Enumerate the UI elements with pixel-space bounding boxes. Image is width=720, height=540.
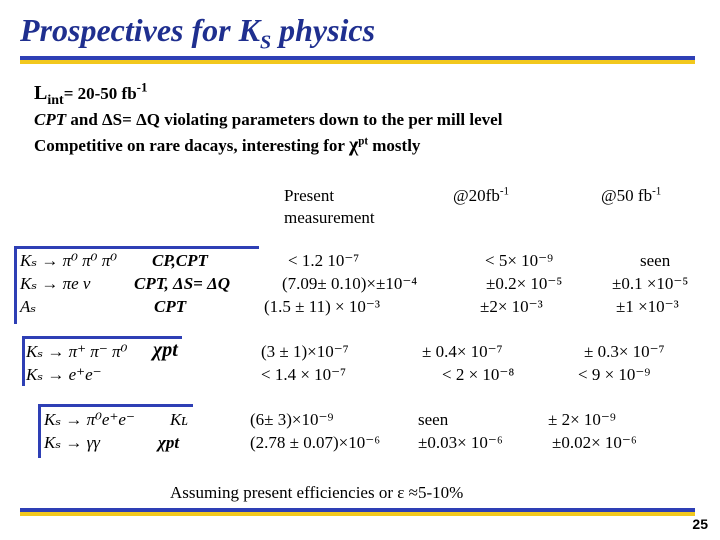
luminosity-line: $L_{int}= 20-50$ $fb^{-1}$ (34, 79, 148, 108)
bottom-rule (20, 508, 695, 516)
group3-box-top (38, 404, 193, 407)
group3 (44, 410, 714, 456)
header-50fb: @50 $fb^{-1}$ (601, 185, 662, 205)
table-row: Kₛ → π⁰e⁺e⁻ Kʟ (6± 3)×10⁻⁹ seen ± 2× 10⁻⁹ (44, 410, 616, 429)
table-row: Kₛ → e⁺e⁻ < 1.4 × 10⁻⁷ < 2 × 10⁻⁸ < 9 × 10⁻⁹ (26, 365, 651, 384)
table-row: Kₛ → π⁺ π⁻ π⁰ (3 ± 1)×10⁻⁷ ± 0.4× 10⁻⁷ ± 0.3× 10⁻⁷ (26, 342, 665, 361)
table-row: Aₛ CPT (1.5 ± 11) × 10⁻³ ±2× 10⁻³ ±1 ×10⁻³ (20, 297, 679, 316)
group1 (20, 251, 700, 320)
rare-decays-line: Competitive on rare dacays, interesting for $\chi^{pt}$ mostly (34, 134, 421, 156)
chi-pt-label: χpt (153, 339, 178, 361)
table-row: Kₛ → π⁰ π⁰ π⁰ CP,CPT < 1.2 10⁻⁷ < 5× 10⁻⁹ seen (20, 251, 671, 270)
efficiency-note: Assuming present efficiencies or ε ≈5-10% (170, 483, 464, 502)
group1-box-line (14, 246, 17, 324)
group2 (26, 339, 706, 388)
header-20fb: $@20fb^{-1}$ (453, 185, 510, 205)
group1-box-top (14, 246, 259, 249)
group3-box-line (38, 404, 41, 458)
group2-box-line (22, 336, 25, 386)
cpt-line: CPT and ΔS= ΔQ violating parameters down to the per mill level (34, 110, 503, 129)
page-number: 25 (692, 516, 708, 532)
page-title: Prospectives for $K_S$ physics (20, 12, 376, 54)
header-present: Present measurement (284, 186, 375, 227)
table-row: Kₛ → γγ χpt (2.78 ± 0.07)×10⁻⁶ ±0.03× 10⁻⁶ ±0.02× 10⁻⁶ (44, 433, 637, 452)
title-rule (20, 56, 695, 64)
table-row: Kₛ → πe ν CPT, ΔS= ΔQ (7.09± 0.10)×±10⁻⁴ ±0.2× 10⁻⁵ ±0.1 ×10⁻⁵ (20, 274, 689, 293)
